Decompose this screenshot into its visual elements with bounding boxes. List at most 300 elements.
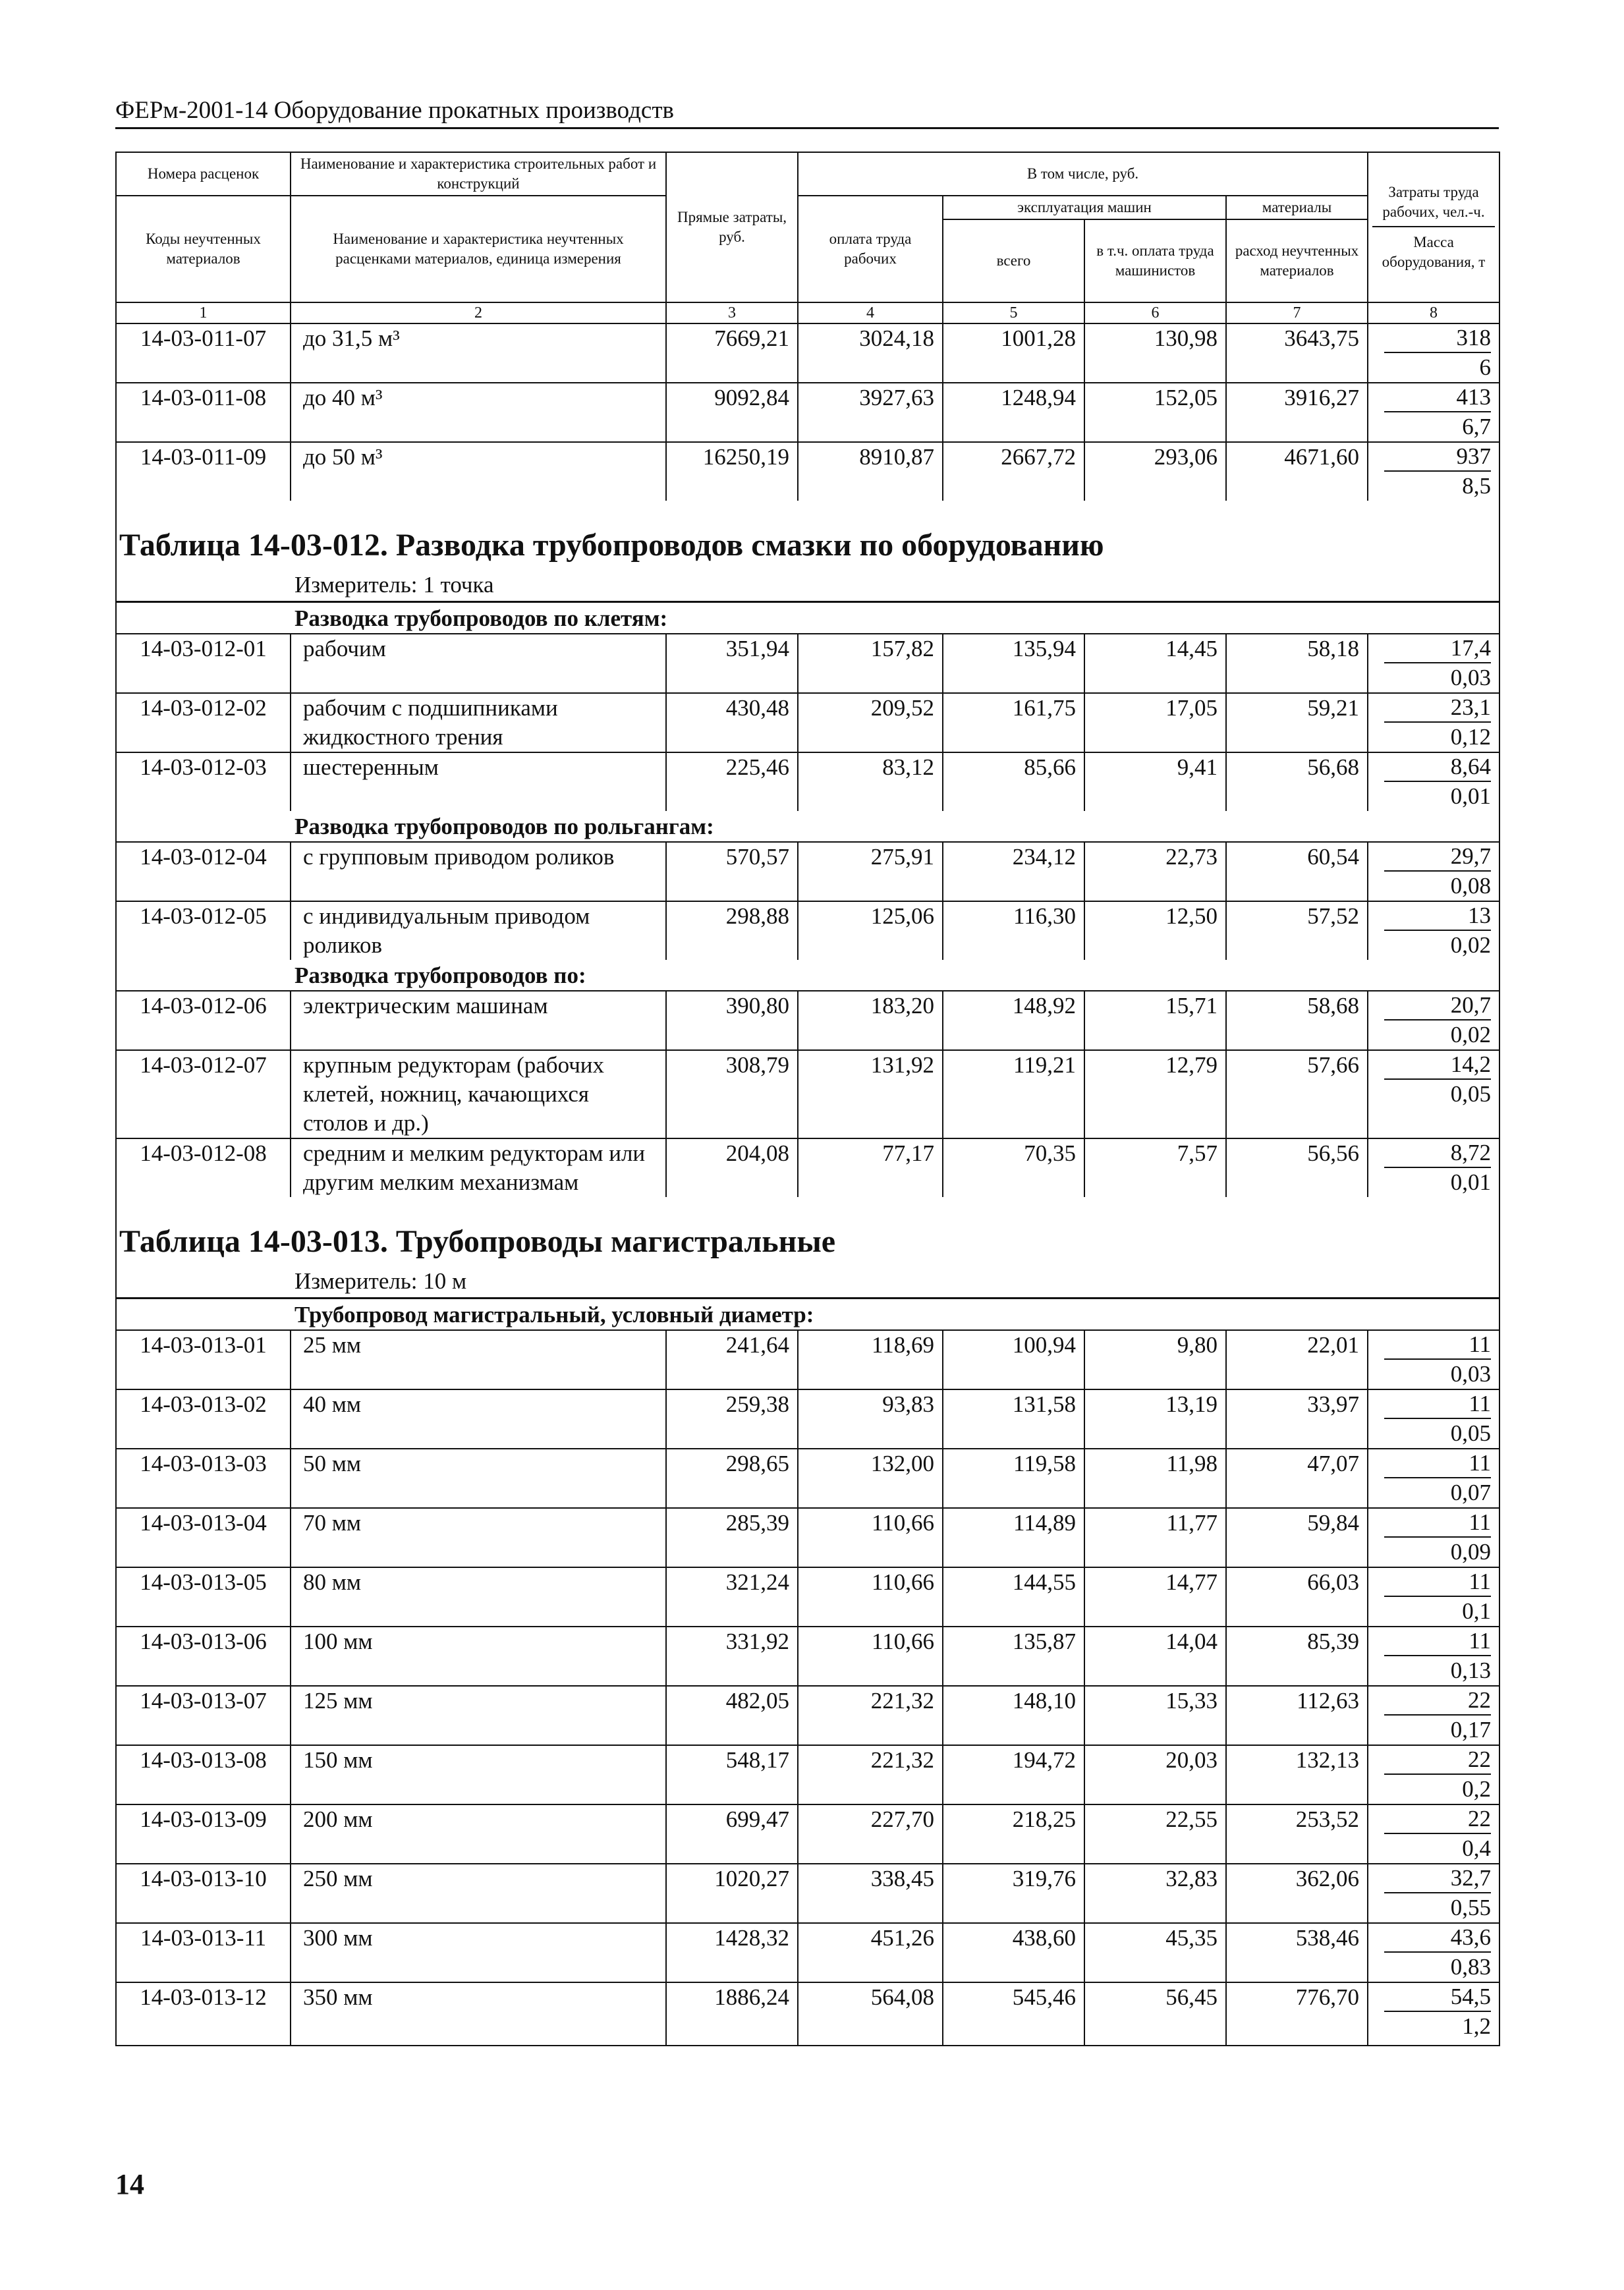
labor-mass-cell (1368, 752, 1499, 811)
work-name: 125 мм (291, 1686, 666, 1745)
machinist-pay: 32,83 (1084, 1864, 1226, 1923)
table-bottom-border (116, 2041, 1499, 2046)
meter-row (116, 1266, 1499, 1299)
rates-table-body (116, 152, 1499, 2046)
group-subtitle-row (116, 811, 1499, 842)
machinist-pay: 22,73 (1084, 842, 1226, 901)
equipment-mass: 0,01 (1450, 1169, 1492, 1195)
rate-code: 14-03-012-06 (116, 991, 291, 1050)
rate-code: 14-03-013-01 (116, 1330, 291, 1389)
labor-mass-split (1376, 753, 1491, 811)
col-number: 7 (1226, 302, 1368, 323)
col-total-header: всего (943, 219, 1084, 302)
work-name: 100 мм (291, 1627, 666, 1686)
labor-costs: 318 (1384, 324, 1491, 353)
equipment-mass: 0,2 (1462, 1776, 1492, 1802)
equipment-mass: 1,2 (1462, 2013, 1492, 2039)
machines-total: 545,46 (943, 1982, 1084, 2041)
col-codes-header: Коды неучтенных материалов (116, 196, 291, 302)
machines-total: 119,58 (943, 1449, 1084, 1508)
direct-costs: 285,39 (666, 1508, 798, 1567)
table-row (116, 1804, 1499, 1864)
direct-costs: 241,64 (666, 1330, 798, 1389)
rate-code: 14-03-013-10 (116, 1864, 291, 1923)
machinist-pay: 152,05 (1084, 383, 1226, 442)
work-name: 40 мм (291, 1389, 666, 1449)
header-row-1 (116, 152, 1499, 196)
work-name: рабочим (291, 634, 666, 693)
labor-costs: 8,64 (1384, 753, 1491, 782)
rate-code: 14-03-013-03 (116, 1449, 291, 1508)
group-subtitle: Разводка трубопроводов по клетям: (116, 602, 1499, 634)
col-materials-header: материалы (1226, 196, 1368, 219)
labor-costs: 11 (1384, 1390, 1491, 1419)
work-name: крупным редукторам (рабочих клетей, ножниц, качающихся столов и др.) (291, 1050, 666, 1138)
table-row (116, 1567, 1499, 1627)
materials-cost: 47,07 (1226, 1449, 1368, 1508)
group-subtitle: Трубопровод магистральный, условный диаметр: (116, 1299, 1499, 1331)
col-number: 5 (943, 302, 1084, 323)
machinist-pay: 9,41 (1084, 752, 1226, 811)
direct-costs: 548,17 (666, 1745, 798, 1804)
table-title-row (116, 501, 1499, 569)
labor-mass-split (1376, 1924, 1491, 1982)
equipment-mass: 0,02 (1450, 1022, 1492, 1047)
labor-costs: 17,4 (1384, 634, 1491, 663)
labor-mass-split (1376, 1864, 1491, 1922)
costs-label: Затраты труда рабочих, чел.-ч. (1372, 182, 1495, 227)
equipment-mass: 0,55 (1450, 1895, 1492, 1920)
equipment-mass: 6 (1479, 354, 1492, 380)
materials-cost: 362,06 (1226, 1864, 1368, 1923)
materials-cost: 66,03 (1226, 1567, 1368, 1627)
work-name: средним и мелким редукторам или другим мелким механизмам (291, 1138, 666, 1197)
equipment-mass: 0,07 (1450, 1480, 1492, 1505)
labor-mass-split (1376, 1509, 1491, 1567)
direct-costs: 225,46 (666, 752, 798, 811)
machines-total: 2667,72 (943, 442, 1084, 501)
labor-costs: 22 (1384, 1746, 1491, 1775)
col-direct-header: Прямые затраты, руб. (666, 152, 798, 302)
rate-code: 14-03-011-07 (116, 323, 291, 383)
work-name: 25 мм (291, 1330, 666, 1389)
equipment-mass: 8,5 (1462, 473, 1492, 499)
labor-mass-split (1376, 1687, 1491, 1745)
equipment-mass: 0,01 (1450, 783, 1492, 809)
labor-mass-cell (1368, 1923, 1499, 1982)
direct-costs: 204,08 (666, 1138, 798, 1197)
labor-mass-cell (1368, 1508, 1499, 1567)
col-costs-header (1368, 152, 1499, 302)
rate-code: 14-03-013-06 (116, 1627, 291, 1686)
rate-code: 14-03-013-02 (116, 1389, 291, 1449)
equipment-mass: 6,7 (1462, 414, 1492, 439)
rate-code: 14-03-012-02 (116, 693, 291, 752)
direct-costs: 390,80 (666, 991, 798, 1050)
table-row (116, 1627, 1499, 1686)
labor-pay: 132,00 (798, 1449, 943, 1508)
machinist-pay: 56,45 (1084, 1982, 1226, 2041)
bottom-cell (943, 2041, 1084, 2046)
labor-pay: 110,66 (798, 1627, 943, 1686)
col-machinist-header: в т.ч. оплата труда машинистов (1084, 219, 1226, 302)
labor-mass-split (1376, 1983, 1491, 2041)
labor-mass-split (1376, 1390, 1491, 1448)
col-unaccounted-header: расход неучтенных материалов (1226, 219, 1368, 302)
work-name: до 50 м³ (291, 442, 666, 501)
materials-cost: 22,01 (1226, 1330, 1368, 1389)
equipment-mass: 0,03 (1450, 665, 1492, 690)
labor-mass-split (1376, 1568, 1491, 1626)
machines-total: 234,12 (943, 842, 1084, 901)
group-subtitle-row (116, 960, 1499, 991)
direct-costs: 308,79 (666, 1050, 798, 1138)
labor-mass-split (1376, 694, 1491, 752)
rate-code: 14-03-011-09 (116, 442, 291, 501)
bottom-cell (798, 2041, 943, 2046)
meter-row (116, 569, 1499, 602)
machinist-pay: 12,50 (1084, 901, 1226, 960)
work-name: 250 мм (291, 1864, 666, 1923)
table-row (116, 634, 1499, 693)
machines-total: 148,92 (943, 991, 1084, 1050)
machines-total: 1001,28 (943, 323, 1084, 383)
col-incl-header: В том числе, руб. (798, 152, 1368, 196)
work-name: 300 мм (291, 1923, 666, 1982)
materials-cost: 57,66 (1226, 1050, 1368, 1138)
labor-mass-split (1376, 1139, 1491, 1197)
labor-pay: 3927,63 (798, 383, 943, 442)
labor-mass-cell (1368, 634, 1499, 693)
machinist-pay: 12,79 (1084, 1050, 1226, 1138)
labor-mass-split (1376, 1746, 1491, 1804)
work-name: 350 мм (291, 1982, 666, 2041)
equipment-mass: 0,02 (1450, 932, 1492, 958)
table-title: Таблица 14-03-013. Трубопроводы магистральные (116, 1197, 1499, 1266)
equipment-mass: 0,05 (1450, 1420, 1492, 1446)
machines-total: 135,87 (943, 1627, 1084, 1686)
table-row (116, 1050, 1499, 1138)
labor-mass-cell (1368, 842, 1499, 901)
bottom-cell (1226, 2041, 1368, 2046)
labor-mass-split (1376, 1449, 1491, 1507)
labor-pay: 338,45 (798, 1864, 943, 1923)
labor-mass-cell (1368, 1567, 1499, 1627)
labor-mass-cell (1368, 1804, 1499, 1864)
machines-total: 438,60 (943, 1923, 1084, 1982)
rates-table (115, 152, 1500, 2046)
labor-pay: 227,70 (798, 1804, 943, 1864)
measurement-unit: Измеритель: 10 м (116, 1266, 1499, 1299)
materials-cost: 59,84 (1226, 1508, 1368, 1567)
labor-mass-split (1376, 383, 1491, 441)
work-name: 50 мм (291, 1449, 666, 1508)
materials-cost: 3643,75 (1226, 323, 1368, 383)
table-row (116, 752, 1499, 811)
machines-total: 144,55 (943, 1567, 1084, 1627)
labor-pay: 157,82 (798, 634, 943, 693)
labor-costs: 13 (1384, 902, 1491, 931)
labor-costs: 11 (1384, 1509, 1491, 1538)
labor-pay: 183,20 (798, 991, 943, 1050)
rate-code: 14-03-012-05 (116, 901, 291, 960)
work-name: с индивидуальным приводом роликов (291, 901, 666, 960)
labor-pay: 451,26 (798, 1923, 943, 1982)
direct-costs: 430,48 (666, 693, 798, 752)
labor-mass-cell (1368, 1745, 1499, 1804)
work-name: шестеренным (291, 752, 666, 811)
labor-mass-cell (1368, 1627, 1499, 1686)
col-number: 4 (798, 302, 943, 323)
bottom-cell (1368, 2041, 1499, 2046)
direct-costs: 1886,24 (666, 1982, 798, 2041)
labor-costs: 29,7 (1384, 843, 1491, 872)
table-row (116, 1923, 1499, 1982)
machines-total: 119,21 (943, 1050, 1084, 1138)
labor-costs: 8,72 (1384, 1139, 1491, 1168)
direct-costs: 7669,21 (666, 323, 798, 383)
col-num-header: Номера расценок (116, 152, 291, 196)
labor-mass-split (1376, 324, 1491, 382)
work-name: с групповым приводом роликов (291, 842, 666, 901)
table-row (116, 1330, 1499, 1389)
machines-total: 218,25 (943, 1804, 1084, 1864)
labor-mass-split (1376, 634, 1491, 692)
equipment-mass: 0,09 (1450, 1539, 1492, 1565)
labor-mass-cell (1368, 991, 1499, 1050)
labor-pay: 110,66 (798, 1508, 943, 1567)
table-row (116, 383, 1499, 442)
measurement-unit: Измеритель: 1 точка (116, 569, 1499, 602)
materials-cost: 3916,27 (1226, 383, 1368, 442)
labor-mass-split (1376, 1051, 1491, 1109)
rate-code: 14-03-013-05 (116, 1567, 291, 1627)
equipment-mass: 0,4 (1462, 1835, 1492, 1861)
materials-cost: 60,54 (1226, 842, 1368, 901)
rate-code: 14-03-013-09 (116, 1804, 291, 1864)
labor-mass-split (1376, 443, 1491, 501)
labor-mass-split (1376, 1805, 1491, 1863)
labor-mass-cell (1368, 1330, 1499, 1389)
machines-total: 131,58 (943, 1389, 1084, 1449)
machinist-pay: 14,45 (1084, 634, 1226, 693)
machinist-pay: 7,57 (1084, 1138, 1226, 1197)
materials-cost: 538,46 (1226, 1923, 1368, 1982)
machinist-pay: 9,80 (1084, 1330, 1226, 1389)
labor-costs: 32,7 (1384, 1864, 1491, 1893)
work-name: электрическим машинам (291, 991, 666, 1050)
labor-pay: 209,52 (798, 693, 943, 752)
machines-total: 70,35 (943, 1138, 1084, 1197)
table-row (116, 1745, 1499, 1804)
labor-pay: 118,69 (798, 1330, 943, 1389)
labor-mass-cell (1368, 1982, 1499, 2041)
mass-label: Масса оборудования, т (1382, 234, 1486, 270)
machinist-pay: 11,77 (1084, 1508, 1226, 1567)
col-number: 1 (116, 302, 291, 323)
work-name: 150 мм (291, 1745, 666, 1804)
labor-costs: 20,7 (1384, 991, 1491, 1020)
table-row (116, 323, 1499, 383)
materials-cost: 57,52 (1226, 901, 1368, 960)
machines-total: 100,94 (943, 1330, 1084, 1389)
labor-mass-cell (1368, 1686, 1499, 1745)
machines-total: 161,75 (943, 693, 1084, 752)
labor-mass-split (1376, 1627, 1491, 1685)
table-row (116, 1686, 1499, 1745)
machines-total: 116,30 (943, 901, 1084, 960)
table-row (116, 1982, 1499, 2041)
direct-costs: 298,88 (666, 901, 798, 960)
labor-mass-cell (1368, 383, 1499, 442)
machinist-pay: 15,71 (1084, 991, 1226, 1050)
group-subtitle: Разводка трубопроводов по рольгангам: (116, 811, 1499, 842)
bottom-cell (666, 2041, 798, 2046)
equipment-mass: 0,83 (1450, 1954, 1492, 1980)
equipment-mass: 0,03 (1450, 1361, 1492, 1387)
machinist-pay: 20,03 (1084, 1745, 1226, 1804)
labor-mass-cell (1368, 442, 1499, 501)
labor-costs: 22 (1384, 1805, 1491, 1834)
equipment-mass: 0,13 (1450, 1658, 1492, 1683)
col-number: 6 (1084, 302, 1226, 323)
machines-total: 319,76 (943, 1864, 1084, 1923)
rate-code: 14-03-013-11 (116, 1923, 291, 1982)
machines-total: 194,72 (943, 1745, 1084, 1804)
bottom-cell (1084, 2041, 1226, 2046)
group-subtitle-row (116, 1299, 1499, 1331)
materials-cost: 132,13 (1226, 1745, 1368, 1804)
materials-cost: 58,68 (1226, 991, 1368, 1050)
equipment-mass: 0,08 (1450, 873, 1492, 899)
header-row-2 (116, 196, 1499, 219)
equipment-mass: 0,17 (1450, 1717, 1492, 1743)
labor-mass-cell (1368, 1449, 1499, 1508)
table-row (116, 1508, 1499, 1567)
materials-cost: 33,97 (1226, 1389, 1368, 1449)
labor-mass-cell (1368, 1864, 1499, 1923)
table-row (116, 991, 1499, 1050)
table-row (116, 1864, 1499, 1923)
table-row (116, 1389, 1499, 1449)
col-labor-header: оплата труда рабочих (798, 196, 943, 302)
col-name-header: Наименование и характеристика строительных работ и конструкций (291, 152, 666, 196)
table-row (116, 842, 1499, 901)
labor-mass-cell (1368, 323, 1499, 383)
group-subtitle: Разводка трубопроводов по: (116, 960, 1499, 991)
machinist-pay: 14,77 (1084, 1567, 1226, 1627)
labor-costs: 11 (1384, 1568, 1491, 1597)
rate-code: 14-03-013-08 (116, 1745, 291, 1804)
bottom-cell (116, 2041, 291, 2046)
table-title: Таблица 14-03-012. Разводка трубопроводов смазки по оборудованию (116, 501, 1499, 569)
materials-cost: 56,56 (1226, 1138, 1368, 1197)
machines-total: 135,94 (943, 634, 1084, 693)
labor-costs: 11 (1384, 1627, 1491, 1656)
labor-costs: 23,1 (1384, 694, 1491, 723)
direct-costs: 1020,27 (666, 1864, 798, 1923)
machinist-pay: 293,06 (1084, 442, 1226, 501)
labor-mass-split (1376, 1331, 1491, 1389)
materials-cost: 112,63 (1226, 1686, 1368, 1745)
labor-mass-split (1376, 991, 1491, 1049)
direct-costs: 1428,32 (666, 1923, 798, 1982)
machinist-pay: 130,98 (1084, 323, 1226, 383)
materials-cost: 4671,60 (1226, 442, 1368, 501)
machines-total: 114,89 (943, 1508, 1084, 1567)
col-name2-header: Наименование и характеристика неучтенных расценками материалов, единица измерения (291, 196, 666, 302)
rate-code: 14-03-012-04 (116, 842, 291, 901)
labor-pay: 8910,87 (798, 442, 943, 501)
rate-code: 14-03-012-07 (116, 1050, 291, 1138)
direct-costs: 351,94 (666, 634, 798, 693)
materials-cost: 59,21 (1226, 693, 1368, 752)
work-name: до 40 м³ (291, 383, 666, 442)
materials-cost: 58,18 (1226, 634, 1368, 693)
labor-costs: 14,2 (1384, 1051, 1491, 1080)
rate-code: 14-03-012-03 (116, 752, 291, 811)
group-subtitle-row (116, 602, 1499, 634)
labor-mass-cell (1368, 693, 1499, 752)
labor-pay: 93,83 (798, 1389, 943, 1449)
labor-costs: 22 (1384, 1687, 1491, 1716)
equipment-mass: 0,05 (1450, 1081, 1492, 1107)
work-name: 80 мм (291, 1567, 666, 1627)
labor-mass-cell (1368, 1138, 1499, 1197)
col-machines-header: эксплуатация машин (943, 196, 1226, 219)
labor-mass-split (1376, 902, 1491, 960)
work-name: до 31,5 м³ (291, 323, 666, 383)
col-number: 8 (1368, 302, 1499, 323)
direct-costs: 482,05 (666, 1686, 798, 1745)
labor-mass-cell (1368, 901, 1499, 960)
work-name: рабочим с подшипниками жидкостного трения (291, 693, 666, 752)
machinist-pay: 15,33 (1084, 1686, 1226, 1745)
machinist-pay: 22,55 (1084, 1804, 1226, 1864)
table-row (116, 1449, 1499, 1508)
materials-cost: 85,39 (1226, 1627, 1368, 1686)
direct-costs: 9092,84 (666, 383, 798, 442)
rate-code: 14-03-013-04 (116, 1508, 291, 1567)
rate-code: 14-03-013-07 (116, 1686, 291, 1745)
direct-costs: 16250,19 (666, 442, 798, 501)
direct-costs: 321,24 (666, 1567, 798, 1627)
labor-costs: 43,6 (1384, 1924, 1491, 1953)
labor-mass-split (1376, 843, 1491, 901)
table-title-row (116, 1197, 1499, 1266)
labor-costs: 54,5 (1384, 1983, 1491, 2012)
labor-pay: 221,32 (798, 1686, 943, 1745)
labor-pay: 83,12 (798, 752, 943, 811)
direct-costs: 699,47 (666, 1804, 798, 1864)
labor-pay: 3024,18 (798, 323, 943, 383)
rate-code: 14-03-013-12 (116, 1982, 291, 2041)
machinist-pay: 11,98 (1084, 1449, 1226, 1508)
labor-pay: 221,32 (798, 1745, 943, 1804)
table-row (116, 901, 1499, 960)
labor-mass-cell (1368, 1389, 1499, 1449)
materials-cost: 776,70 (1226, 1982, 1368, 2041)
work-name: 200 мм (291, 1804, 666, 1864)
rate-code: 14-03-012-01 (116, 634, 291, 693)
labor-costs: 11 (1384, 1449, 1491, 1478)
labor-pay: 77,17 (798, 1138, 943, 1197)
machines-total: 85,66 (943, 752, 1084, 811)
machines-total: 148,10 (943, 1686, 1084, 1745)
table-row (116, 693, 1499, 752)
labor-mass-cell (1368, 1050, 1499, 1138)
rate-code: 14-03-012-08 (116, 1138, 291, 1197)
